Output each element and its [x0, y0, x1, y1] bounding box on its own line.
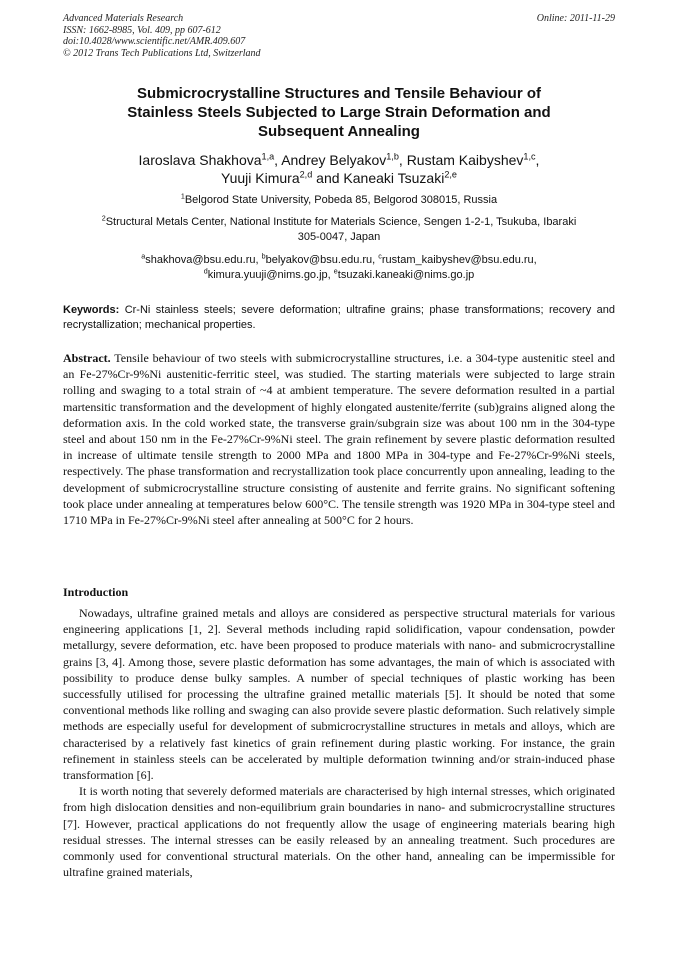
author-affil-sup: 1,c — [523, 151, 536, 162]
email-address: tsuzaki.kaneaki@nims.go.jp — [337, 268, 475, 281]
email-line-2 — [63, 268, 615, 283]
title-line-2: Stainless Steels Subjected to Large Strain Deformation and — [127, 104, 551, 121]
email-address: rustam_kaibyshev@bsu.edu.ru, — [381, 254, 537, 266]
section-heading-introduction: Introduction — [63, 585, 129, 599]
affiliation-sup: 1 — [180, 192, 185, 201]
author-name: Iaroslava Shakhova — [138, 152, 262, 168]
affiliation-1 — [63, 193, 615, 208]
author-affil-sup: 1,b — [386, 151, 399, 162]
copyright-line: © 2012 Trans Tech Publications Ltd, Switzerland — [63, 47, 261, 59]
title-line-3: Subsequent Annealing — [258, 123, 420, 140]
online-date: Online: 2011-11-29 — [536, 13, 615, 24]
abstract-text: Tensile behaviour of two steels with submicrocrystalline structures, i.e. a 304-type austenitic steel and an Fe-27%Cr-9%Ni austenitic-ferritic steel, was studied. The starting materials were subjected to large strain rolling and swaging to a total strain of ~4 at ambient temperature. The severe deformation resulted in a partial martensitic transformation and the development of highly elongated austenite/ferrite (sub)grains aligned along the deformation axis. In the cold worked state, the transverse grain/subgrain size was about 100 nm in the 304-type steel and about 150 nm in the Fe-27%Cr-9%Ni steel. The grain refinement by severe plastic deformation resulted in increase of ultimate tensile strength to 2000 MPa and 1800 MPa in 304-type and Fe-27%Cr-9%Ni steels, respectively. The phase transformation and recrystallization took place concurrently upon annealing, leading to the development of submicrocrystalline structure consisting of austenite and ferrite grains. No significant softening took place under annealing at temperatures below 600°C. The tensile strength was 1920 MPa in 304-type steel and 1710 MPa in Fe-27%Cr-9%Ni steel after annealing at 500°C for 2 hours. — [63, 351, 615, 528]
keywords-text: Cr-Ni stainless steels; severe deformation; ultrafine grains; phase transformations; recovery and recrystallization; mechanical properties. — [63, 304, 615, 331]
affiliation-text: Belgorod State University, Pobeda 85, Belgorod 308015, Russia — [184, 194, 498, 206]
abstract-label: Abstract. — [63, 351, 111, 365]
email-line-1 — [63, 253, 615, 268]
author-line-2 — [63, 169, 615, 187]
email-block — [63, 253, 615, 282]
affiliation-sup: 2 — [101, 214, 106, 223]
author-name: Andrey Belyakov — [281, 152, 387, 168]
author-name: Rustam Kaibyshev — [406, 152, 524, 168]
affiliation-2 — [63, 215, 615, 244]
email-address: kimura.yuuji@nims.go.jp, — [207, 268, 334, 281]
author-affil-sup: 2,e — [444, 169, 457, 180]
author-name: Yuuji Kimura — [221, 170, 300, 186]
author-affil-sup: 1,a — [261, 151, 275, 162]
issn-line: ISSN: 1662-8985, Vol. 409, pp 607-612 — [63, 24, 221, 36]
affiliation-text: Structural Metals Center, National Institute for Materials Science, Sengen 1-2-1, Tsukuba, Ibaraki — [105, 216, 577, 228]
introduction-body — [63, 605, 615, 880]
email-sup: c — [378, 252, 382, 261]
author-separator: , — [274, 152, 282, 168]
email-sup: d — [203, 266, 208, 275]
affiliation-2-line-1 — [63, 215, 615, 230]
journal-name: Advanced Materials Research — [63, 13, 184, 24]
paragraph: It is worth noting that severely deformed materials are characterised by high internal stresses, which originated from high dislocation densities and non-equilibrium grain boundaries in nano- and submicrocrystalline structures [7]. However, practical applications do not frequently allow the usage of engineering materials bearing high residual stresses. The internal stresses can be easily released by an annealing treatment. Such procedures are commonly used for conventional structural materials. On the other hand, annealing can be impermissible for ultrafine grained materials, — [63, 784, 615, 880]
email-sup: a — [141, 252, 146, 261]
paragraph: Nowadays, ultrafine grained metals and alloys are considered as perspective structural materials for various engineering applications [1, 2]. Several methods including rapid solidification, vapour condensation, powder metallurgy, severe deformation, etc. have been proposed to produce materials with nano- and submicrocrystalline grains [3, 4]. Among those, severe plastic deformation has some advantages, the main of which is associated with possibility to produce dense bulky samples. A number of special techniques of plastic working has been successfully utilised for processing the ultrafine grained metallic materials [5]. It should be noted that some conventional methods like rolling and swaging can also provide severe plastic deformation. Such relatively simple methods are especially useful for development of submicrocrystalline structures in metals and alloys, which are characterised by a relatively fast kinetics of grain refinement during plastic working. For instance, the grain refinement in stainless steels can be accelerated by multiple deformation twinning and/or strain-induced phase transformation [6]. — [63, 606, 615, 783]
affiliation-2-line-2: 305-0047, Japan — [297, 230, 381, 243]
author-name: Kaneaki Tsuzaki — [343, 170, 445, 186]
email-sup: b — [261, 252, 266, 261]
abstract — [63, 350, 615, 528]
author-affil-sup: 2,d — [299, 169, 313, 180]
doi-line: doi:10.4028/www.scientific.net/AMR.409.607 — [63, 36, 246, 47]
keywords-label: Keywords: — [63, 304, 120, 316]
email-address: belyakov@bsu.edu.ru, — [265, 254, 379, 266]
journal-header — [63, 13, 615, 59]
email-address: shakhova@bsu.edu.ru, — [145, 254, 262, 266]
author-separator: , — [535, 152, 540, 168]
author-list — [63, 151, 615, 187]
email-sup: e — [333, 266, 338, 275]
author-separator: , — [398, 152, 407, 168]
paper-title — [63, 84, 615, 141]
author-separator: and — [312, 170, 344, 186]
author-line-1 — [63, 151, 615, 169]
title-line-1: Submicrocrystalline Structures and Tensile Behaviour of — [137, 85, 541, 102]
keywords — [63, 303, 615, 332]
